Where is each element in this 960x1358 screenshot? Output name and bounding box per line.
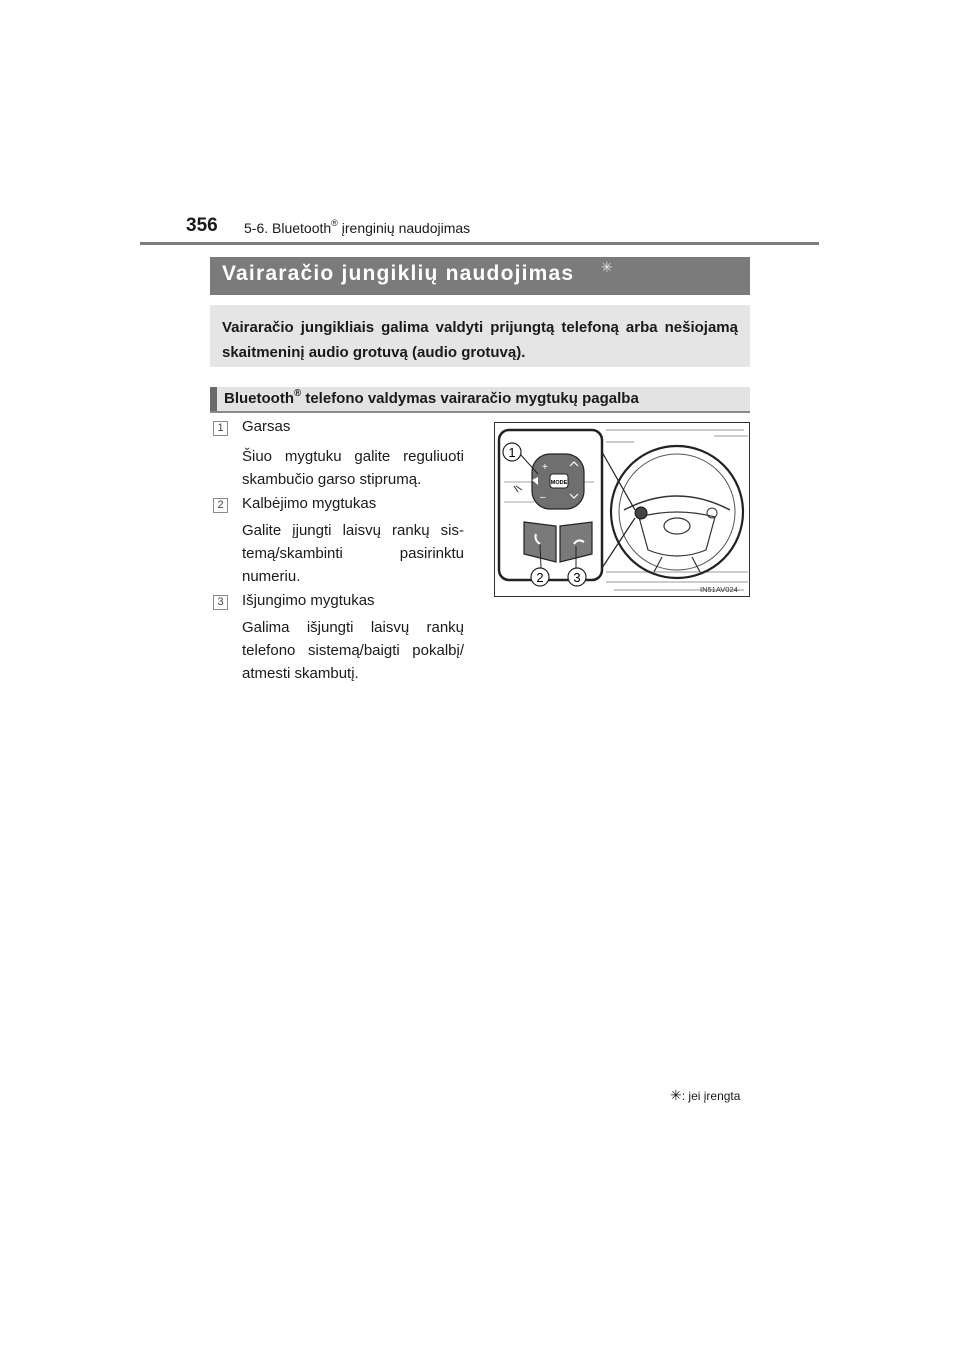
footnote (670, 1087, 740, 1104)
callout-1-label: 1 (508, 445, 516, 460)
subheading-accent (210, 387, 217, 413)
item-description: Galite įjungti laisvų rankų sis-temą/skambinti pasirinktu numeriu. (242, 522, 464, 585)
item-number-badge: 3 (213, 595, 228, 610)
volume-plus-label: + (542, 462, 548, 473)
item-description: Šiuo mygtuku galite reguliuoti skambučio garso stiprumą. (242, 448, 464, 488)
page-number: 356 (186, 215, 218, 236)
page-title: Vairaračio jungiklių naudojimas (222, 262, 575, 285)
callout-2-label: 2 (536, 570, 544, 585)
item-description: Galima išjungti laisvų rankų telefono sistemą/baigti pokalbį/ atmesti skambutį. (242, 619, 464, 682)
mode-label: MODE (550, 480, 568, 486)
section-suffix: įrenginių naudojimas (337, 220, 471, 236)
registered-mark: ® (331, 218, 338, 228)
item-title: Garsas (242, 418, 291, 435)
intro-text: Vairaračio jungikliais galima valdyti prijungtą telefoną arba nešiojamą skaitmeninį audio grotuvą (audio grotuvą). (210, 305, 750, 367)
volume-minus-label: – (540, 492, 546, 503)
asterisk-icon: ✳ (601, 259, 613, 275)
section-prefix: 5-6. Bluetooth (244, 220, 332, 236)
steering-wheel-illustration (494, 422, 750, 597)
item-number-badge: 2 (213, 498, 228, 513)
illustration-code: IN51AV024 (700, 585, 738, 594)
section-title (244, 220, 470, 236)
subheading-underline (210, 411, 750, 413)
item-title: Išjungimo mygtukas (242, 592, 375, 609)
subheading-suffix: telefono valdymas vairaračio mygtukų pagalba (301, 390, 639, 407)
header-divider (140, 242, 819, 245)
subheading (224, 390, 639, 407)
item-title: Kalbėjimo mygtukas (242, 495, 377, 512)
subheading-prefix: Bluetooth (224, 390, 294, 407)
callout-3-label: 3 (573, 570, 581, 585)
registered-mark: ® (293, 388, 302, 399)
footnote-text: : jei įrengta (681, 1089, 741, 1103)
asterisk-icon: ✳ (670, 1087, 682, 1103)
item-number-badge: 1 (213, 421, 228, 436)
